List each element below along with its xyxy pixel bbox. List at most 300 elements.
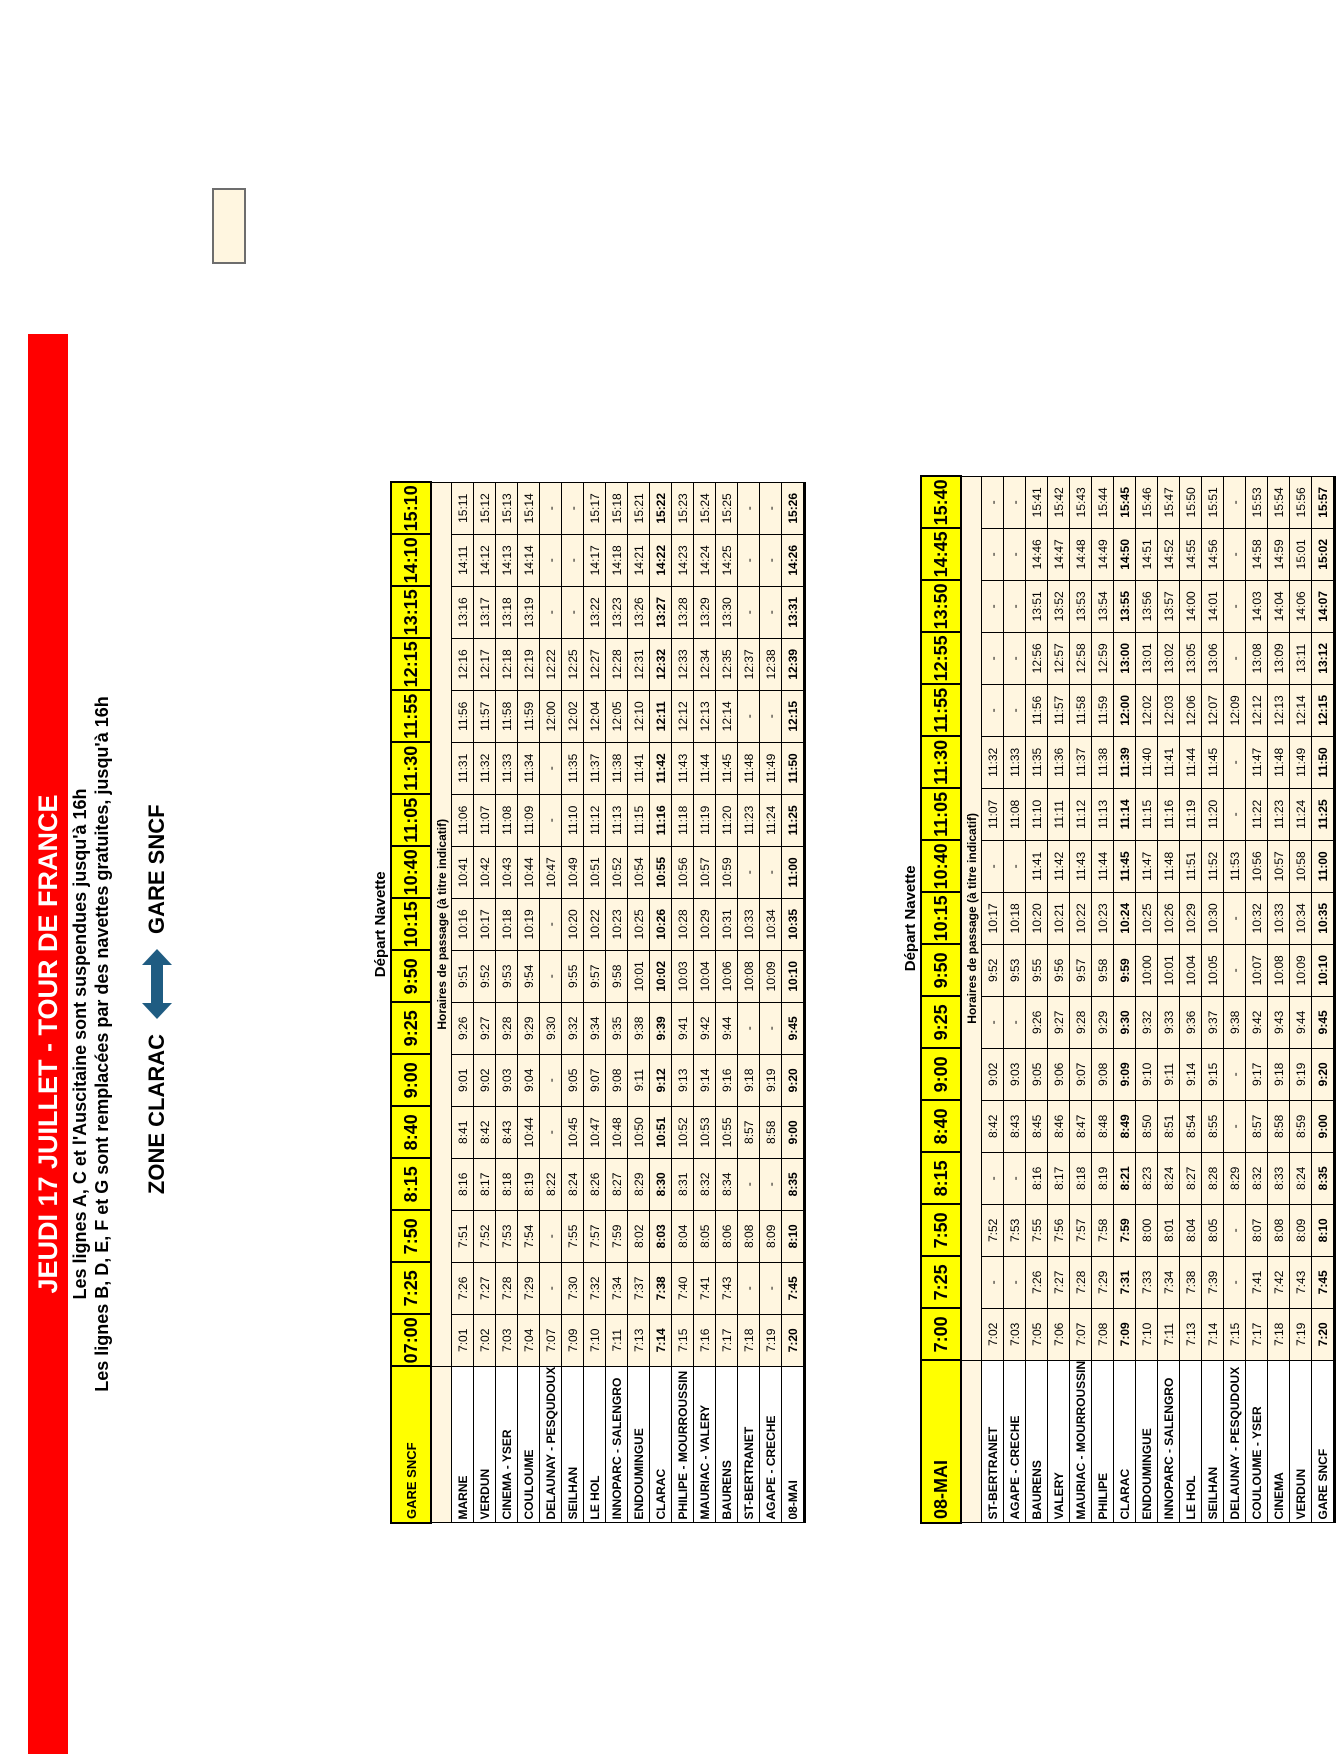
pass-time: 11:44 bbox=[1180, 736, 1202, 788]
pass-time: 12:56 bbox=[1026, 632, 1048, 684]
pass-time: 9:54 bbox=[518, 950, 540, 1002]
pass-time: 14:18 bbox=[606, 534, 628, 586]
pass-time: 12:02 bbox=[1136, 684, 1158, 736]
pass-time: 11:33 bbox=[496, 742, 518, 794]
pass-time: 9:57 bbox=[1070, 944, 1092, 996]
pass-time: 13:28 bbox=[672, 586, 694, 638]
pass-time: 12:25 bbox=[562, 638, 584, 690]
pass-time: 11:13 bbox=[606, 794, 628, 846]
pass-time: 7:16 bbox=[694, 1314, 716, 1366]
pass-time: 11:15 bbox=[628, 794, 650, 846]
pass-time: 14:01 bbox=[1202, 580, 1224, 632]
departure-time: 8:40 bbox=[921, 1100, 961, 1152]
table-row bbox=[1136, 476, 1158, 1523]
departure-time: 11:05 bbox=[921, 788, 961, 840]
pass-time: 10:56 bbox=[672, 846, 694, 898]
table-row bbox=[1180, 476, 1202, 1523]
pass-time: 12:34 bbox=[694, 638, 716, 690]
pass-time: 10:18 bbox=[496, 898, 518, 950]
pass-time: 8:58 bbox=[760, 1106, 782, 1158]
pass-time: 8:26 bbox=[584, 1158, 606, 1210]
pass-time: 13:56 bbox=[1136, 580, 1158, 632]
departure-time: 12:55 bbox=[921, 632, 961, 684]
pass-time: - bbox=[982, 476, 1004, 528]
pass-time: 14:55 bbox=[1180, 528, 1202, 580]
pass-time: 9:14 bbox=[1180, 1048, 1202, 1100]
pass-time: 8:54 bbox=[1180, 1100, 1202, 1152]
pass-time: 11:35 bbox=[562, 742, 584, 794]
pass-time: 12:03 bbox=[1158, 684, 1180, 736]
table-row bbox=[1114, 476, 1136, 1523]
pass-time: 9:16 bbox=[716, 1054, 738, 1106]
table-row bbox=[1070, 476, 1092, 1523]
pass-time: 10:59 bbox=[716, 846, 738, 898]
pass-time: 7:09 bbox=[1114, 1308, 1136, 1360]
departure-time: 14:10 bbox=[391, 534, 431, 586]
note-row bbox=[431, 482, 452, 1523]
pass-time: 11:35 bbox=[1026, 736, 1048, 788]
pass-time: 11:50 bbox=[1312, 736, 1335, 788]
table-title-row bbox=[900, 476, 921, 1523]
pass-time: 15:02 bbox=[1312, 528, 1335, 580]
pass-time: 10:06 bbox=[716, 950, 738, 1002]
stop-name: INNOPARC - SALENGRO bbox=[1158, 1360, 1180, 1523]
pass-time: 8:02 bbox=[628, 1210, 650, 1262]
pass-time: 13:01 bbox=[1136, 632, 1158, 684]
pass-time: 14:06 bbox=[1290, 580, 1312, 632]
pass-time: 14:46 bbox=[1026, 528, 1048, 580]
legend-swatch bbox=[212, 188, 246, 264]
departure-time: 12:15 bbox=[391, 638, 431, 690]
pass-time: 11:38 bbox=[606, 742, 628, 794]
pass-time: 9:44 bbox=[1290, 996, 1312, 1048]
pass-time: 12:27 bbox=[584, 638, 606, 690]
pass-time: 10:00 bbox=[1136, 944, 1158, 996]
pass-time: 7:29 bbox=[1092, 1256, 1114, 1308]
pass-time: 15:47 bbox=[1158, 476, 1180, 528]
pass-time: 15:45 bbox=[1114, 476, 1136, 528]
pass-time: 12:13 bbox=[1268, 684, 1290, 736]
departure-time: 9:25 bbox=[391, 1002, 431, 1054]
pass-time: 11:39 bbox=[1114, 736, 1136, 788]
pass-time: 9:39 bbox=[650, 1002, 672, 1054]
pass-time: 8:18 bbox=[496, 1158, 518, 1210]
pass-time: 14:52 bbox=[1158, 528, 1180, 580]
table-row bbox=[1290, 476, 1312, 1523]
pass-time: 8:07 bbox=[1246, 1204, 1268, 1256]
note-row bbox=[961, 476, 982, 1523]
stop-name: DELAUNAY - PESQUDOUX bbox=[1224, 1360, 1246, 1523]
pass-time: 7:11 bbox=[1158, 1308, 1180, 1360]
pass-time: 10:52 bbox=[672, 1106, 694, 1158]
pass-time: 13:22 bbox=[584, 586, 606, 638]
stop-name: ENDOUMINGUE bbox=[628, 1366, 650, 1523]
table-title: Départ Navette bbox=[371, 871, 389, 978]
stop-name: CINEMA - YSER bbox=[496, 1366, 518, 1523]
pass-time: 10:51 bbox=[650, 1106, 672, 1158]
pass-time: 9:07 bbox=[584, 1054, 606, 1106]
pass-time: 8:19 bbox=[1092, 1152, 1114, 1204]
pass-time: 12:00 bbox=[1114, 684, 1136, 736]
pass-time: 9:01 bbox=[452, 1054, 474, 1106]
pass-time: 7:32 bbox=[584, 1262, 606, 1314]
pass-time: 8:05 bbox=[1202, 1204, 1224, 1256]
pass-time: 9:27 bbox=[1048, 996, 1070, 1048]
pass-time: 7:42 bbox=[1268, 1256, 1290, 1308]
pass-time: 8:10 bbox=[1312, 1204, 1335, 1256]
pass-time: - bbox=[1224, 580, 1246, 632]
pass-time: 11:56 bbox=[1026, 684, 1048, 736]
pass-time: 12:32 bbox=[650, 638, 672, 690]
pass-time: 7:53 bbox=[496, 1210, 518, 1262]
stop-name: MAURIAC - VALERY bbox=[694, 1366, 716, 1523]
pass-time: 13:55 bbox=[1114, 580, 1136, 632]
pass-time: 8:09 bbox=[1290, 1204, 1312, 1256]
pass-time: 10:23 bbox=[1092, 892, 1114, 944]
pass-time: - bbox=[1004, 1152, 1026, 1204]
pass-time: 14:12 bbox=[474, 534, 496, 586]
pass-time: 11:12 bbox=[584, 794, 606, 846]
stop-name: VERDUN bbox=[474, 1366, 496, 1523]
pass-time: 11:40 bbox=[1136, 736, 1158, 788]
pass-time: 15:14 bbox=[518, 482, 540, 534]
pass-time: - bbox=[982, 528, 1004, 580]
pass-time: 11:57 bbox=[474, 690, 496, 742]
pass-time: 8:22 bbox=[540, 1158, 562, 1210]
pass-time: 11:45 bbox=[1202, 736, 1224, 788]
departure-time: 15:40 bbox=[921, 476, 961, 528]
pass-time: 10:18 bbox=[1004, 892, 1026, 944]
pass-time: 12:14 bbox=[716, 690, 738, 742]
pass-time: 12:22 bbox=[540, 638, 562, 690]
pass-time: 10:03 bbox=[672, 950, 694, 1002]
pass-time: - bbox=[760, 1158, 782, 1210]
pass-time: 12:15 bbox=[1312, 684, 1335, 736]
pass-time: 10:09 bbox=[760, 950, 782, 1002]
pass-time: 9:13 bbox=[672, 1054, 694, 1106]
departure-header-row bbox=[391, 482, 431, 1523]
pass-time: 9:58 bbox=[1092, 944, 1114, 996]
pass-time: 7:05 bbox=[1026, 1308, 1048, 1360]
pass-time: 11:58 bbox=[496, 690, 518, 742]
pass-time: 7:56 bbox=[1048, 1204, 1070, 1256]
pass-time: 7:20 bbox=[782, 1314, 805, 1366]
pass-time: - bbox=[1224, 1048, 1246, 1100]
pass-time: 11:57 bbox=[1048, 684, 1070, 736]
pass-time: 11:08 bbox=[496, 794, 518, 846]
pass-time: 11:24 bbox=[760, 794, 782, 846]
pass-time: 13:09 bbox=[1268, 632, 1290, 684]
pass-time: - bbox=[1224, 476, 1246, 528]
pass-time: 7:19 bbox=[1290, 1308, 1312, 1360]
pass-time: 7:29 bbox=[518, 1262, 540, 1314]
pass-time: 9:10 bbox=[1136, 1048, 1158, 1100]
departure-time: 14:45 bbox=[921, 528, 961, 580]
pass-time: 7:37 bbox=[628, 1262, 650, 1314]
pass-time: - bbox=[540, 742, 562, 794]
pass-time: 11:43 bbox=[672, 742, 694, 794]
stop-name: INNOPARC - SALENGRO bbox=[606, 1366, 628, 1523]
pass-time: 10:08 bbox=[1268, 944, 1290, 996]
pass-time: 9:28 bbox=[1070, 996, 1092, 1048]
pass-time: 10:20 bbox=[562, 898, 584, 950]
pass-time: 11:59 bbox=[518, 690, 540, 742]
pass-time: 9:11 bbox=[1158, 1048, 1180, 1100]
stop-name: VERDUN bbox=[1290, 1360, 1312, 1523]
pass-time: 12:28 bbox=[606, 638, 628, 690]
pass-time: 8:35 bbox=[782, 1158, 805, 1210]
pass-time: 15:24 bbox=[694, 482, 716, 534]
pass-time: 7:52 bbox=[474, 1210, 496, 1262]
stop-name: 08-MAI bbox=[782, 1366, 805, 1523]
pass-time: 7:20 bbox=[1312, 1308, 1335, 1360]
table-row bbox=[584, 482, 606, 1523]
pass-time: 8:05 bbox=[694, 1210, 716, 1262]
stop-name: MAURIAC - MOURROUSSIN bbox=[1070, 1360, 1092, 1523]
pass-time: 9:08 bbox=[1092, 1048, 1114, 1100]
pass-time: 10:35 bbox=[782, 898, 805, 950]
pass-time: 11:52 bbox=[1202, 840, 1224, 892]
pass-time: 10:30 bbox=[1202, 892, 1224, 944]
pass-time: 9:05 bbox=[1026, 1048, 1048, 1100]
pass-time: 13:12 bbox=[1312, 632, 1335, 684]
pass-time: 10:33 bbox=[738, 898, 760, 950]
pass-time: 15:21 bbox=[628, 482, 650, 534]
stop-name: LE HOL bbox=[584, 1366, 606, 1523]
pass-time: 7:53 bbox=[1004, 1204, 1026, 1256]
pass-time: 10:17 bbox=[982, 892, 1004, 944]
pass-time: 11:45 bbox=[716, 742, 738, 794]
pass-time: 8:24 bbox=[1158, 1152, 1180, 1204]
pass-time: 11:09 bbox=[518, 794, 540, 846]
pass-time: 11:32 bbox=[474, 742, 496, 794]
pass-time: 8:09 bbox=[760, 1210, 782, 1262]
pass-time: - bbox=[540, 794, 562, 846]
pass-time: 15:42 bbox=[1048, 476, 1070, 528]
pass-time: 15:23 bbox=[672, 482, 694, 534]
pass-time: 10:19 bbox=[518, 898, 540, 950]
pass-time: 7:40 bbox=[672, 1262, 694, 1314]
pass-time: 10:34 bbox=[1290, 892, 1312, 944]
pass-time: - bbox=[540, 482, 562, 534]
pass-time: 9:17 bbox=[1246, 1048, 1268, 1100]
pass-time: 9:43 bbox=[1268, 996, 1290, 1048]
pass-time: 9:34 bbox=[584, 1002, 606, 1054]
pass-time: 13:54 bbox=[1092, 580, 1114, 632]
pass-time: 7:41 bbox=[1246, 1256, 1268, 1308]
table-row bbox=[1092, 476, 1114, 1523]
pass-time: 11:16 bbox=[650, 794, 672, 846]
origin-stop: GARE SNCF bbox=[391, 1366, 431, 1523]
pass-time: 8:08 bbox=[1268, 1204, 1290, 1256]
pass-time: 10:51 bbox=[584, 846, 606, 898]
pass-time: 8:16 bbox=[452, 1158, 474, 1210]
departure-time: 9:50 bbox=[391, 950, 431, 1002]
pass-time: 12:04 bbox=[584, 690, 606, 742]
pass-time: 8:24 bbox=[1290, 1152, 1312, 1204]
pass-time: 9:07 bbox=[1070, 1048, 1092, 1100]
pass-time: 11:20 bbox=[1202, 788, 1224, 840]
pass-time: 14:11 bbox=[452, 534, 474, 586]
pass-time: 8:29 bbox=[628, 1158, 650, 1210]
table-row bbox=[496, 482, 518, 1523]
table-row bbox=[716, 482, 738, 1523]
pass-time: 10:41 bbox=[452, 846, 474, 898]
pass-time: 7:17 bbox=[716, 1314, 738, 1366]
pass-time: - bbox=[1004, 528, 1026, 580]
pass-time: 11:51 bbox=[1180, 840, 1202, 892]
stop-name: SEILHAN bbox=[562, 1366, 584, 1523]
pass-time: 11:37 bbox=[584, 742, 606, 794]
pass-time: 8:03 bbox=[650, 1210, 672, 1262]
pass-time: 11:44 bbox=[694, 742, 716, 794]
pass-time: 8:31 bbox=[672, 1158, 694, 1210]
pass-time: 8:08 bbox=[738, 1210, 760, 1262]
pass-time: 13:08 bbox=[1246, 632, 1268, 684]
pass-time: 7:28 bbox=[1070, 1256, 1092, 1308]
pass-time: - bbox=[760, 1002, 782, 1054]
indicative-times-note: Horaires de passage (à titre indicatif) bbox=[961, 476, 982, 1360]
pass-time: 8:34 bbox=[716, 1158, 738, 1210]
pass-time: 10:57 bbox=[694, 846, 716, 898]
pass-time: 7:34 bbox=[606, 1262, 628, 1314]
pass-time: - bbox=[1004, 840, 1026, 892]
table-row bbox=[1312, 476, 1335, 1523]
departure-time: 10:40 bbox=[391, 846, 431, 898]
pass-time: 9:15 bbox=[1202, 1048, 1224, 1100]
departure-time: 15:10 bbox=[391, 482, 431, 534]
stop-name: CLARAC bbox=[650, 1366, 672, 1523]
pass-time: 10:10 bbox=[1312, 944, 1335, 996]
pass-time: 12:06 bbox=[1180, 684, 1202, 736]
pass-time: 10:55 bbox=[650, 846, 672, 898]
stop-name: PHILIPE - MOURROUSSIN bbox=[672, 1366, 694, 1523]
pass-time: 9:00 bbox=[782, 1106, 805, 1158]
pass-time: 7:26 bbox=[1026, 1256, 1048, 1308]
pass-time: 14:21 bbox=[628, 534, 650, 586]
pass-time: - bbox=[1224, 632, 1246, 684]
pass-time: 8:55 bbox=[1202, 1100, 1224, 1152]
pass-time: - bbox=[982, 632, 1004, 684]
pass-time: - bbox=[982, 1152, 1004, 1204]
pass-time: 14:50 bbox=[1114, 528, 1136, 580]
pass-time: 11:23 bbox=[738, 794, 760, 846]
pass-time: 11:07 bbox=[982, 788, 1004, 840]
pass-time: 13:57 bbox=[1158, 580, 1180, 632]
pass-time: 9:32 bbox=[562, 1002, 584, 1054]
stop-name: CLARAC bbox=[1114, 1360, 1136, 1523]
pass-time: 10:08 bbox=[738, 950, 760, 1002]
pass-time: 7:58 bbox=[1092, 1204, 1114, 1256]
pass-time: 8:18 bbox=[1070, 1152, 1092, 1204]
pass-time: - bbox=[562, 482, 584, 534]
table-row bbox=[738, 482, 760, 1523]
pass-time: 11:44 bbox=[1092, 840, 1114, 892]
pass-time: 9:36 bbox=[1180, 996, 1202, 1048]
pass-time: 10:16 bbox=[452, 898, 474, 950]
pass-time: 15:25 bbox=[716, 482, 738, 534]
pass-time: 9:29 bbox=[518, 1002, 540, 1054]
table-row bbox=[540, 482, 562, 1523]
pass-time: 11:33 bbox=[1004, 736, 1026, 788]
pass-time: 11:56 bbox=[452, 690, 474, 742]
pass-time: - bbox=[1224, 1100, 1246, 1152]
pass-time: 11:48 bbox=[1268, 736, 1290, 788]
pass-time: 12:31 bbox=[628, 638, 650, 690]
pass-time: 11:37 bbox=[1070, 736, 1092, 788]
pass-time: 9:04 bbox=[518, 1054, 540, 1106]
pass-time: 9:03 bbox=[496, 1054, 518, 1106]
pass-time: 8:47 bbox=[1070, 1100, 1092, 1152]
pass-time: 11:48 bbox=[738, 742, 760, 794]
stop-name: MARNE bbox=[452, 1366, 474, 1523]
pass-time: - bbox=[982, 684, 1004, 736]
table-row bbox=[694, 482, 716, 1523]
table-row bbox=[1268, 476, 1290, 1523]
pass-time: 11:45 bbox=[1114, 840, 1136, 892]
pass-time: 9:30 bbox=[1114, 996, 1136, 1048]
pass-time: - bbox=[1224, 1204, 1246, 1256]
zone-clarac-label: ZONE CLARAC bbox=[144, 1034, 169, 1195]
pass-time: - bbox=[760, 534, 782, 586]
pass-time: 9:58 bbox=[606, 950, 628, 1002]
pass-time: 8:23 bbox=[1136, 1152, 1158, 1204]
pass-time: 8:46 bbox=[1048, 1100, 1070, 1152]
pass-time: 12:18 bbox=[496, 638, 518, 690]
stop-name: BAURENS bbox=[1026, 1360, 1048, 1523]
pass-time: 8:51 bbox=[1158, 1100, 1180, 1152]
pass-time: 13:06 bbox=[1202, 632, 1224, 684]
pass-time: 10:29 bbox=[694, 898, 716, 950]
double-arrow-icon bbox=[140, 949, 174, 1019]
pass-time: 12:14 bbox=[1290, 684, 1312, 736]
pass-time: 9:55 bbox=[562, 950, 584, 1002]
departure-time: 8:15 bbox=[391, 1158, 431, 1210]
pass-time: 12:39 bbox=[782, 638, 805, 690]
pass-time: 9:03 bbox=[1004, 1048, 1026, 1100]
departure-time: 11:55 bbox=[391, 690, 431, 742]
pass-time: - bbox=[1224, 736, 1246, 788]
pass-time: 9:55 bbox=[1026, 944, 1048, 996]
pass-time: 12:12 bbox=[672, 690, 694, 742]
pass-time: 8:01 bbox=[1158, 1204, 1180, 1256]
pass-time: 7:02 bbox=[982, 1308, 1004, 1360]
pass-time: 10:33 bbox=[1268, 892, 1290, 944]
pass-time: 11:19 bbox=[694, 794, 716, 846]
pass-time: 14:51 bbox=[1136, 528, 1158, 580]
pass-time: 11:10 bbox=[1026, 788, 1048, 840]
departure-time: 8:15 bbox=[921, 1152, 961, 1204]
pass-time: 10:07 bbox=[1246, 944, 1268, 996]
pass-time: 13:17 bbox=[474, 586, 496, 638]
pass-time: 15:26 bbox=[782, 482, 805, 534]
pass-time: - bbox=[1004, 632, 1026, 684]
pass-time: 11:47 bbox=[1246, 736, 1268, 788]
pass-time: 8:33 bbox=[1268, 1152, 1290, 1204]
table-row bbox=[1048, 476, 1070, 1523]
pass-time: - bbox=[1004, 684, 1026, 736]
pass-time: 12:16 bbox=[452, 638, 474, 690]
departure-time: 7:25 bbox=[921, 1256, 961, 1308]
pass-time: 14:03 bbox=[1246, 580, 1268, 632]
pass-time: 10:53 bbox=[694, 1106, 716, 1158]
pass-time: 15:13 bbox=[496, 482, 518, 534]
departure-time: 07:00 bbox=[391, 1314, 431, 1366]
stop-name: ST-BERTRANET bbox=[982, 1360, 1004, 1523]
pass-time: 9:19 bbox=[760, 1054, 782, 1106]
pass-time: 14:59 bbox=[1268, 528, 1290, 580]
pass-time: 8:06 bbox=[716, 1210, 738, 1262]
